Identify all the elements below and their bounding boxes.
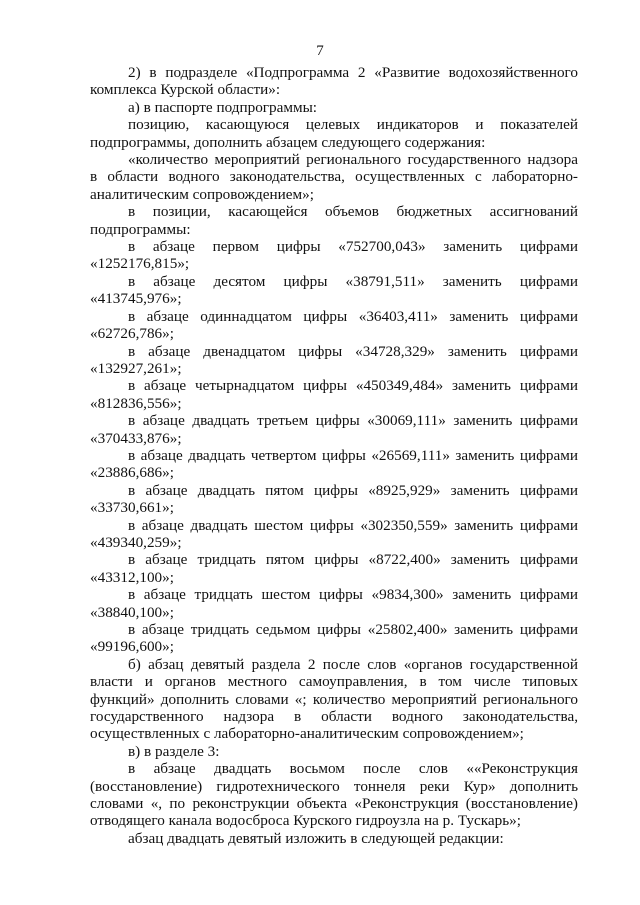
paragraph-new-indicator: «количество мероприятий регионального государственного надзора в области водного законодательства, осуществленных с лабораторно-аналитическим сопровождением»; (90, 151, 578, 203)
paragraph-amendment: в абзаце тридцать седьмом цифры «25802,400» заменить цифрами «99196,600»; (90, 621, 578, 656)
paragraph-amendment: в абзаце тридцать пятом цифры «8722,400» заменить цифрами «43312,100»; (90, 551, 578, 586)
paragraph-amendment: в абзаце тридцать шестом цифры «9834,300» заменить цифрами «38840,100»; (90, 586, 578, 621)
document-body (90, 64, 578, 847)
paragraph-amendment: в абзаце двадцать пятом цифры «8925,929» заменить цифрами «33730,661»; (90, 481, 578, 517)
page-number: 7 (316, 43, 324, 59)
paragraph-section-3-addition: в абзаце двадцать восьмом после слов ««Реконструкция (восстановление) гидротехнического тоннеля реки Кур» дополнить словами «, по реконструкции объекта «Реконструкция (восстановление) отводящего канала водосброса Курского гидроузла на р. Тускарь»; (90, 760, 578, 830)
paragraph-item-v: в) в разделе 3: (128, 742, 220, 760)
paragraph-amendment: в абзаце первом цифры «752700,043» заменить цифрами «1252176,815»; (90, 238, 578, 273)
paragraph-budget-position: в позиции, касающейся объемов бюджетных ассигнований подпрограммы: (90, 203, 578, 238)
paragraph-amendment: в абзаце двенадцатом цифры «34728,329» заменить цифрами «132927,261»; (90, 342, 578, 377)
paragraph-amendment: в абзаце четырнадцатом цифры «450349,484» заменить цифрами «812836,556»; (90, 377, 578, 412)
paragraph-subsection-2: 2) в подразделе «Подпрограмма 2 «Развитие водохозяйственного комплекса Курской области»: (90, 64, 578, 99)
paragraph-indicators-position: позицию, касающуюся целевых индикаторов и показателей подпрограммы, дополнить абзацем следующего содержания: (90, 116, 578, 151)
paragraph-item-a: а) в паспорте подпрограммы: (128, 98, 317, 116)
paragraph-amendment: в абзаце одиннадцатом цифры «36403,411» заменить цифрами «62726,786»; (90, 307, 578, 343)
paragraph-amendment: в абзаце двадцать третьем цифры «30069,111» заменить цифрами «370433,876»; (90, 412, 578, 447)
paragraph-amendment: в абзаце десятом цифры «38791,511» заменить цифрами «413745,976»; (90, 272, 578, 308)
paragraph-amendment: в абзаце двадцать четвертом цифры «26569,111» заменить цифрами «23886,686»; (90, 446, 578, 482)
paragraph-item-b: б) абзац девятый раздела 2 после слов «органов государственной власти и органов местного самоуправления, в том числе типовых функций» дополнить словами «; количество мероприятий регионального государственного надзора в области водного законодательства, осуществленных с лабораторно-аналитическим сопровождением»; (90, 655, 578, 743)
paragraph-new-edition: абзац двадцать девятый изложить в следующей редакции: (128, 829, 504, 847)
paragraph-amendment: в абзаце двадцать шестом цифры «302350,559» заменить цифрами «439340,259»; (90, 516, 578, 551)
